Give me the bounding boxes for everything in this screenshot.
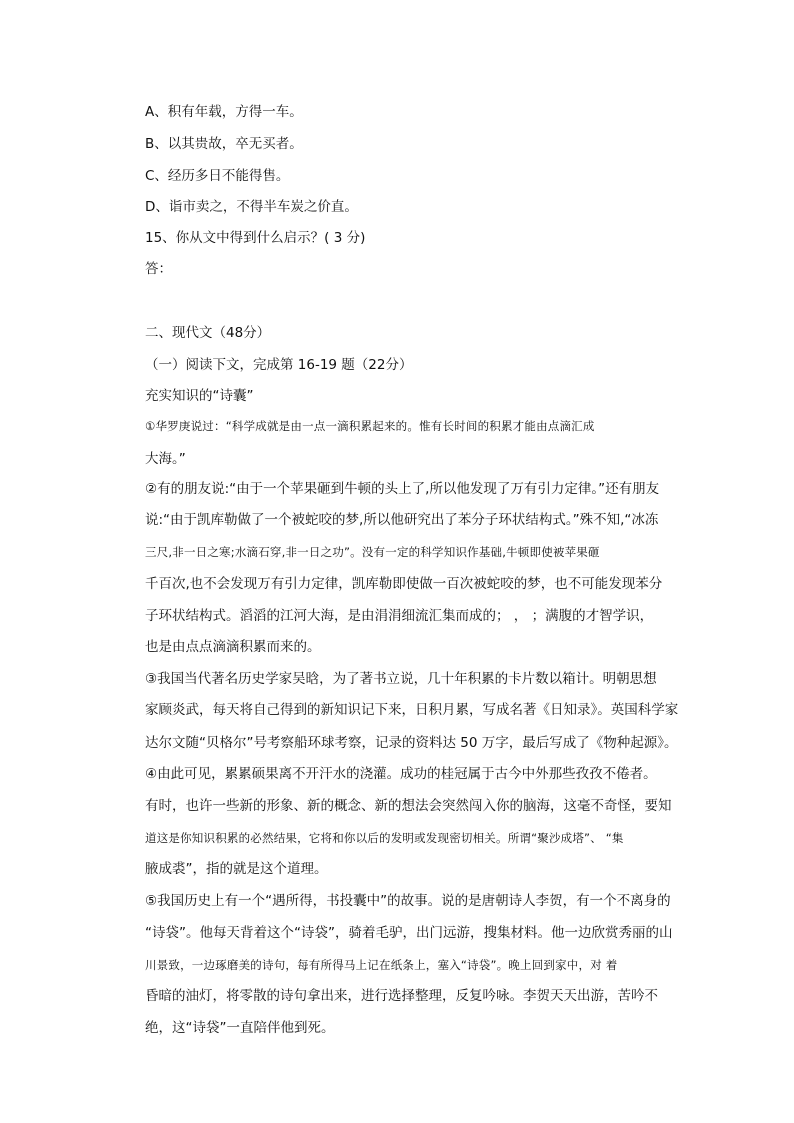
option-a: A、积有年载，方得一车。 — [145, 104, 303, 120]
paragraph-line: 千百次,也不会发现万有引力定律，凯库勒即使做一百次被蛇咬的梦，也不可能发现苯分 — [145, 576, 663, 592]
option-c: C、经历多日不能得售。 — [145, 168, 290, 184]
paragraph-line: 也是由点点滴滴积累而来的。 — [145, 639, 321, 655]
paragraph-line: 有时，也许一些新的形象、新的概念、新的想法会突然闯入你的脑海，这毫不奇怪，要知 — [145, 798, 672, 814]
paragraph-line: ⑤我国历史上有一个“遇所得，书投囊中”的故事。说的是唐朝诗人李贺，有一个不离身的 — [145, 893, 671, 909]
paragraph-line: 三尺,非一日之寒;水滴石穿,非一日之功”。没有一定的科学知识作基础,牛顿即使被苹果砸 — [145, 545, 600, 559]
paragraph-line: 川景致，一边琢磨美的诗句，每有所得马上记在纸条上，塞入“诗袋”。晚上回到家中，对 着 — [145, 958, 618, 972]
paragraph-line: 达尔文随“贝格尔”号考察船环球考察，记录的资料达 50 万字，最后写成了《物种起源》。 — [145, 735, 678, 751]
section-title: 二、现代文（48分） — [145, 325, 271, 341]
paragraph-line: 说:“由于凯库勒做了一个被蛇咬的梦,所以他研究出了苯分子环状结构式。”殊不知,“冰冻 — [145, 512, 659, 528]
question-15: 15、你从文中得到什么启示？( 3 分) — [145, 230, 366, 246]
paragraph-line: 昏暗的油灯，将零散的诗句拿出来，进行选择整理，反复吟咏。李贺天天出游，苦吟不 — [145, 988, 658, 1004]
paragraph-line: ①华罗庚说过：“科学成就是由一点一滴积累起来的。惟有长时间的积累才能由点滴汇成 — [145, 419, 595, 433]
option-b: B、以其贵故，卒无买者。 — [145, 136, 303, 152]
paragraph-line: 子环状结构式。滔滔的江河大海，是由涓涓细流汇集而成的； ， ；满腹的才智学识， — [145, 608, 654, 624]
subsection-title: （一）阅读下文，完成第 16-19 题（22分） — [145, 357, 413, 373]
paragraph-line: 家顾炎武，每天将自己得到的新知识记下来，日积月累，写成名著《日知录》。英国科学家 — [145, 702, 679, 718]
paragraph-line: ②有的朋友说:“由于一个苹果砸到牛顿的头上了,所以他发现了万有引力定律。”还有朋友 — [145, 481, 660, 497]
paragraph-line: 道这是你知识积累的必然结果，它将和你以后的发明或发现密切相关。所谓“聚沙成塔”、 “集 — [145, 831, 624, 845]
answer-label: 答： — [145, 261, 172, 277]
paragraph-line: 大海。” — [145, 451, 186, 467]
paragraph-line: ④由此可见，累累硕果离不开汗水的浇灌。成功的桂冠属于古今中外那些孜孜不倦者。 — [145, 766, 657, 782]
article-title: 充实知识的“诗囊” — [145, 388, 254, 404]
paragraph-line: 腋成裘”，指的就是这个道理。 — [145, 861, 328, 877]
paragraph-line: “诗袋”。他每天背着这个“诗袋”，骑着毛驴，出门远游，搜集材料。他一边欣赏秀丽的山 — [145, 925, 673, 941]
paragraph-line: 绝，这“诗袋”一直陪伴他到死。 — [145, 1020, 335, 1036]
option-d: D、诣市卖之，不得半车炭之价直。 — [145, 199, 358, 215]
paragraph-line: ③我国当代著名历史学家吴晗，为了著书立说，几十年积累的卡片数以箱计。明朝思想 — [145, 671, 657, 687]
